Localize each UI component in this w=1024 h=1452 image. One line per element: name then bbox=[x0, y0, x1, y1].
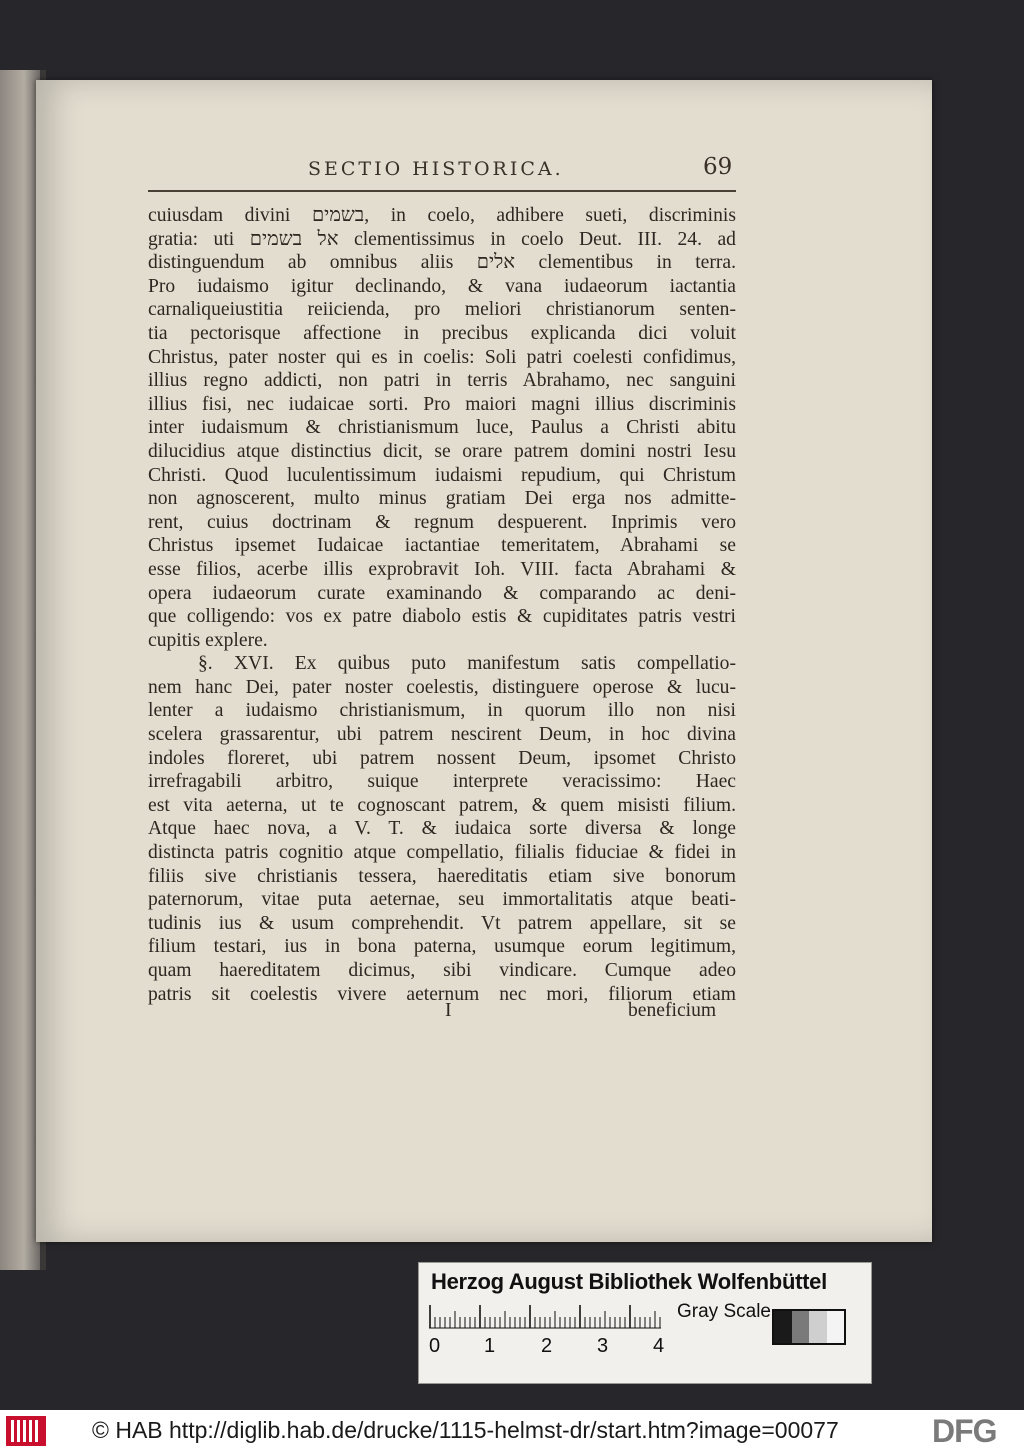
text-line: distincta patris cognitio atque compellatio, filialis fiduciae & fidei in bbox=[148, 842, 736, 864]
text-line: Pro iudaismo igitur declinando, & vana iudaeorum iactantia bbox=[148, 275, 736, 297]
ruler-label: 1 bbox=[484, 1335, 496, 1357]
color-target-card bbox=[418, 1262, 872, 1384]
text-line: Christus ipsemet Iudaicae iactantiae temeritatem, Abrahami se bbox=[148, 535, 736, 557]
text-line: tudinis ius & usum comprehendit. Vt patrem appellare, sit se bbox=[148, 912, 736, 934]
text-line: nem hanc Dei, pater noster coelestis, distinguere operose & lucu- bbox=[148, 676, 736, 698]
text-line: cupitis explere. bbox=[148, 629, 268, 651]
text-line: non agnoscerent, multo minus gratiam Dei erga nos admitte- bbox=[148, 488, 736, 510]
copyright-link[interactable]: © HAB http://diglib.hab.de/drucke/1115-helmst-dr/start.htm?image=00077 bbox=[92, 1417, 839, 1443]
text-line: cuiusdam divini בשמים, in coelo, adhibere sueti, discriminis bbox=[148, 205, 736, 226]
body-text bbox=[148, 204, 736, 1006]
text-line: dilucidius atque distinctius dicit, se orare patrem domini nostri Iesu bbox=[148, 440, 736, 462]
gray-patch-light bbox=[809, 1311, 827, 1343]
ruler-label: 2 bbox=[541, 1335, 553, 1357]
text-line: tia pectorisque affectione in precibus explicanda dici voluit bbox=[148, 322, 736, 344]
text-line: patris sit coelestis vivere aeternum nec mori, filiorum etiam bbox=[148, 983, 736, 1005]
ruler-label: 0 bbox=[429, 1335, 441, 1357]
page-number: 69 bbox=[703, 154, 733, 180]
text-line: filium testari, ius in bona paterna, usumque eorum legitimum, bbox=[148, 936, 736, 958]
dfg-logo: DFG bbox=[932, 1413, 997, 1449]
text-line: illius regno addicti, non patri in terris Abrahamo, nec sanguini bbox=[148, 370, 736, 392]
text-line: distinguendum ab omnibus aliis אלים clementibus in terra. bbox=[148, 252, 736, 274]
text-line: paternorum, vitae puta aeternae, seu immortalitatis atque beati- bbox=[148, 889, 736, 911]
gray-patch-white bbox=[827, 1311, 845, 1343]
running-head bbox=[140, 154, 740, 188]
text-line: est vita aeterna, ut te cognoscant patrem, & quem misisti filium. bbox=[148, 794, 736, 816]
scale-ruler bbox=[429, 1303, 661, 1329]
ruler-label: 4 bbox=[653, 1335, 665, 1357]
gray-patch-dark bbox=[792, 1311, 810, 1343]
text-line: carnaliqueiustitia reiicienda, pro meliori christianorum senten- bbox=[148, 299, 736, 321]
hab-logo-icon bbox=[6, 1416, 46, 1446]
text-line: esse filios, acerbe illis exprobravit Ioh. VIII. facta Abrahami & bbox=[148, 558, 736, 580]
text-line: lenter a iudaismo christianismum, in quorum illo non nisi bbox=[148, 700, 736, 722]
gray-scale-patches bbox=[772, 1309, 846, 1345]
ruler-label: 3 bbox=[597, 1335, 609, 1357]
text-line: irrefragabili arbitro, suique interprete veracissimo: Haec bbox=[148, 771, 736, 793]
text-line: opera iudaeorum curate examinando & comparando ac deni- bbox=[148, 582, 736, 604]
gray-patch-black bbox=[774, 1311, 792, 1343]
viewer-footer bbox=[0, 1410, 1024, 1452]
text-line: rent, cuius doctrinam & regnum despuerent. Inprimis vero bbox=[148, 511, 736, 533]
text-line: scelera grassarentur, ubi patrem nescirent Deum, in hoc divina bbox=[148, 724, 736, 746]
signature-mark: I bbox=[445, 1000, 452, 1021]
text-line: Christi. Quod luculentissimum iudaismi repudium, qui Christum bbox=[148, 464, 736, 486]
head-rule bbox=[148, 190, 736, 192]
text-line: filiis sive christianis tessera, haereditatis etiam sive bonorum bbox=[148, 865, 736, 887]
text-line: quam haereditatem dicimus, sibi vindicare. Cumque adeo bbox=[148, 960, 736, 981]
text-line: que colligendo: vos ex patre diabolo estis & cupiditates patris vestri bbox=[148, 606, 736, 628]
running-title: SECTIO HISTORICA. bbox=[308, 158, 564, 180]
gray-scale-label: Gray Scale bbox=[677, 1301, 771, 1322]
text-line: gratia: uti אל בשמים clementissimus in coelo Deut. III. 24. ad bbox=[148, 228, 736, 250]
ruler-ticks bbox=[429, 1303, 661, 1329]
library-name: Herzog August Bibliothek Wolfenbüttel bbox=[431, 1269, 827, 1294]
text-line: indoles floreret, ubi patrem nossent Deum, ipsomet Christo bbox=[148, 747, 736, 769]
text-line: Christus, pater noster qui es in coelis: Soli patri coelesti confidimus, bbox=[148, 346, 736, 368]
text-line: illius fisi, nec iudaicae sorti. Pro maiori magni illius discriminis bbox=[148, 393, 736, 415]
ruler-labels bbox=[429, 1335, 669, 1359]
catchword: beneficium bbox=[628, 1000, 717, 1021]
facing-page-edge bbox=[0, 70, 40, 1270]
text-line: Atque haec nova, a V. T. & iudaica sorte diversa & longe bbox=[148, 818, 736, 840]
section-heading-line: §. XVI. Ex quibus puto manifestum satis compellatio- bbox=[198, 653, 736, 675]
text-line: inter iudaismum & christianismum luce, Paulus a Christi abitu bbox=[148, 417, 736, 439]
